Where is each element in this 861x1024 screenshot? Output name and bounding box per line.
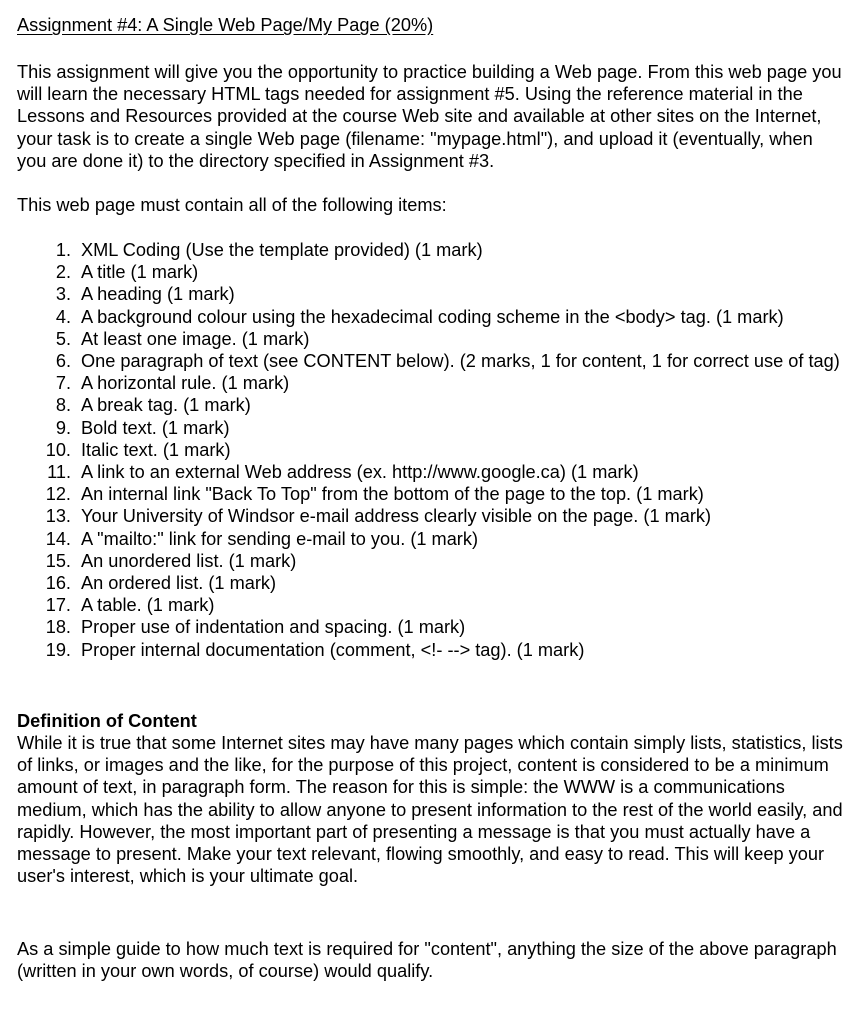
assignment-title: Assignment #4: A Single Web Page/My Page (20%) [17,15,434,35]
list-item-number: 17. [45,595,71,616]
list-item-number: 10. [45,439,71,460]
list-item [17,550,843,572]
list-item-number: 18. [45,617,71,638]
list-item-number: 5. [55,328,71,349]
list-item-number: 1. [55,240,71,260]
list-item-text: Italic text. (1 mark) [81,439,231,460]
list-item [17,572,843,594]
list-item [17,639,843,661]
list-item-number: 3. [55,284,71,305]
list-item-text: At least one image. (1 mark) [81,328,310,349]
list-item [17,483,843,505]
list-item-text: A background colour using the hexadecimal coding scheme in the <body> tag. (1 mark) [81,306,784,327]
list-item [17,461,843,483]
list-item-text: Proper internal documentation (comment, <!- --> tag). (1 mark) [81,639,585,660]
list-item-text: An ordered list. (1 mark) [81,573,277,594]
list-item [17,239,843,261]
list-item-number: 15. [45,550,71,571]
list-item-number: 14. [45,528,71,549]
list-item-number: 7. [55,373,71,394]
list-item-number: 13. [45,506,71,527]
list-item-text: A break tag. (1 mark) [81,395,251,416]
list-item [17,439,843,461]
list-item [17,306,843,328]
list-item [17,261,843,283]
list-item [17,283,843,305]
list-item-text: XML Coding (Use the template provided) (1 mark) [81,240,483,260]
list-item-text: A title (1 mark) [81,262,199,283]
requirements-lead: This web page must contain all of the following items: [17,195,447,215]
list-item [17,505,843,527]
list-item-text: A "mailto:" link for sending e-mail to you. (1 mark) [81,528,479,549]
list-item [17,372,843,394]
list-item [17,350,843,372]
list-item-text: Bold text. (1 mark) [81,417,230,438]
list-item-number: 19. [45,639,71,660]
list-item-number: 8. [55,395,71,416]
list-item-number: 2. [55,262,71,283]
list-item-text: A heading (1 mark) [81,284,235,305]
definition-paragraph: While it is true that some Internet sites may have many pages which contain simply lists, statistics, lists of links, or images and the like, for the purpose of this project, content is considered to be a minimum amount of text, in paragraph form. The reason for this is simple: the WWW is a communications medium, which has the ability to allow anyone to present information to the rest of the world easily, and rapidly. However, the most important part of presenting a message is that you must actually have a message to present. Make your text relevant, flowing smoothly, and easy to read. This will keep your user's interest, which is your ultimate goal. [17,733,843,887]
list-item-number: 16. [45,573,71,594]
list-item-text: A horizontal rule. (1 mark) [81,373,290,394]
list-item-text: A table. (1 mark) [81,595,215,616]
list-item [17,328,843,350]
list-item-number: 11. [47,462,71,483]
list-item [17,528,843,550]
list-item-number: 12. [45,484,71,505]
list-item-number: 4. [55,306,71,327]
list-item-number: 9. [55,417,71,438]
list-item-text: An unordered list. (1 mark) [81,550,297,571]
definition-heading: Definition of Content [17,711,197,731]
list-item-text: One paragraph of text (see CONTENT below). (2 marks, 1 for content, 1 for correct use of tag) [81,351,840,372]
list-item-text: Your University of Windsor e-mail address clearly visible on the page. (1 mark) [81,506,712,527]
list-item [17,594,843,616]
list-item-text: A link to an external Web address (ex. http://www.google.ca) (1 mark) [81,462,639,483]
requirements-list [17,239,843,661]
list-item-text: Proper use of indentation and spacing. (1 mark) [81,617,466,638]
list-item [17,394,843,416]
list-item [17,417,843,439]
list-item-number: 6. [55,351,71,372]
guide-paragraph: As a simple guide to how much text is required for "content", anything the size of the above paragraph (written in your own words, of course) would qualify. [17,939,837,982]
list-item-text: An internal link "Back To Top" from the bottom of the page to the top. (1 mark) [81,484,704,505]
list-item [17,616,843,638]
intro-paragraph: This assignment will give you the opportunity to practice building a Web page. From this web page you will learn the necessary HTML tags needed for assignment #5. Using the reference material in the Lessons and Resources provided at the course Web site and available at other sites on the Internet, your task is to create a single Web page (filename: "mypage.html"), and upload it (eventually, when you are done it) to the directory specified in Assignment #3. [17,62,842,171]
